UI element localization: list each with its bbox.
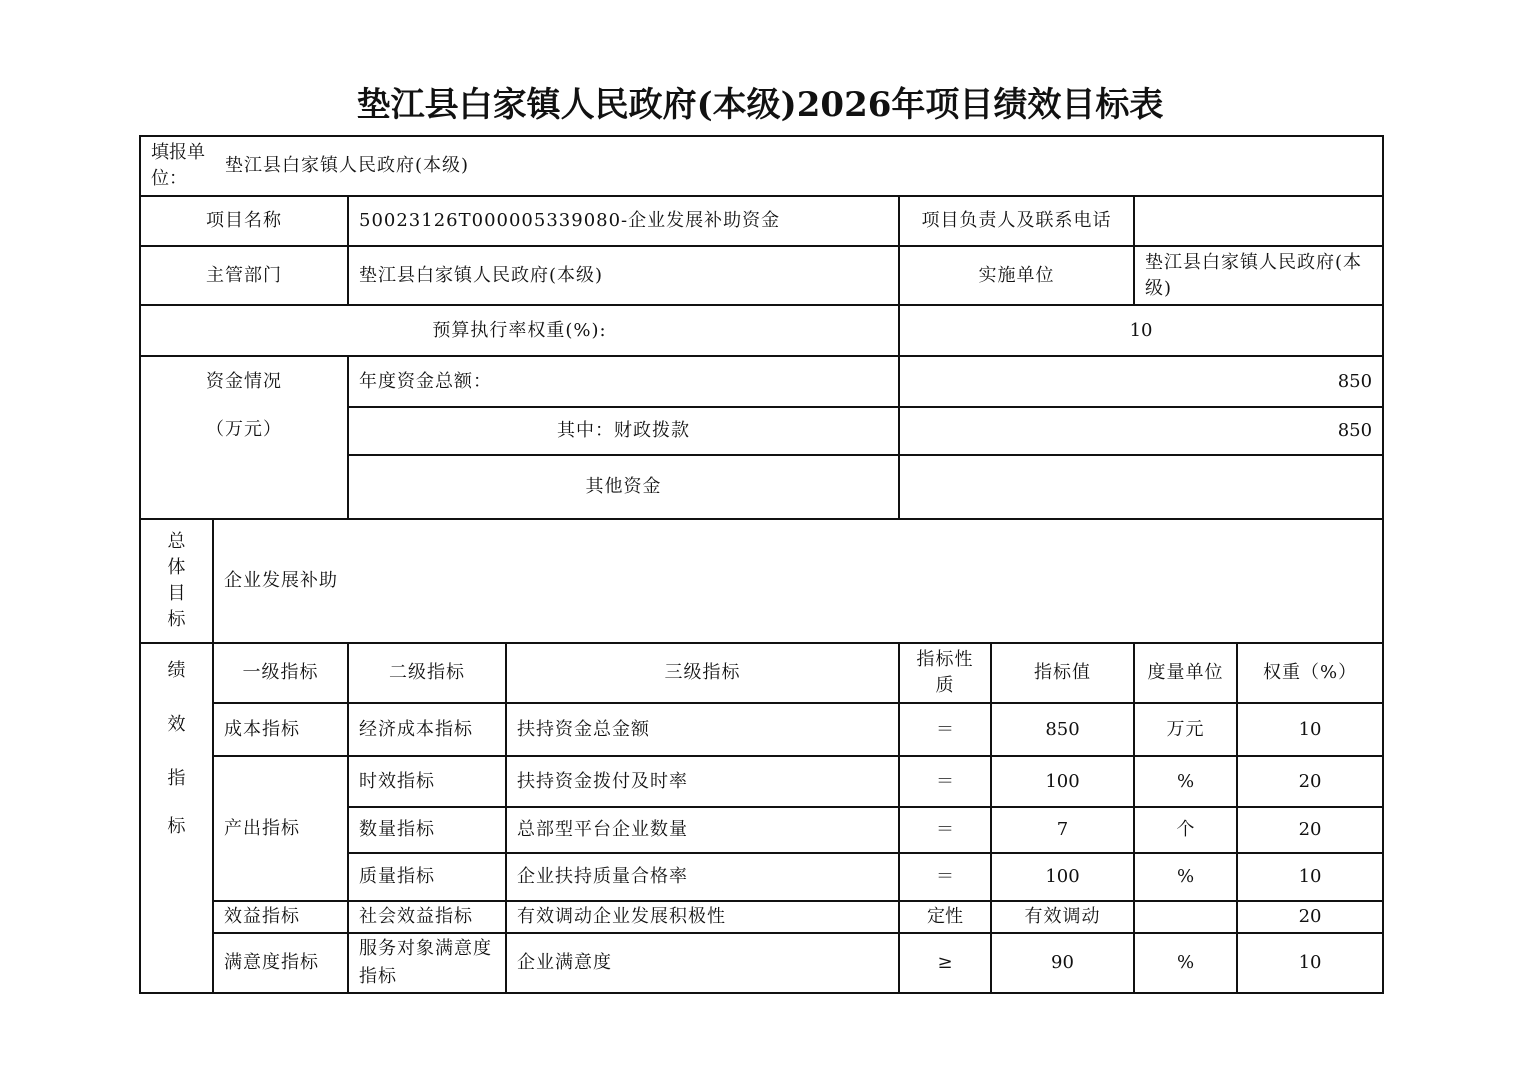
row-level3: 扶持资金总金额 (506, 703, 899, 756)
row-unit: % (1134, 853, 1237, 901)
header-unit: 度量单位 (1134, 643, 1237, 703)
row-value: 有效调动 (991, 901, 1134, 933)
project-name-row (140, 196, 1383, 246)
performance-indicator-char: 指 (167, 768, 186, 789)
row-weight: 10 (1237, 703, 1383, 756)
dept-value: 垫江县白家镇人民政府(本级) (348, 246, 899, 305)
row-value: 90 (991, 933, 1134, 993)
fill-unit-row (140, 136, 1383, 196)
budget-rate-row (140, 305, 1383, 356)
overall-goal-label (140, 519, 213, 643)
row-weight: 10 (1237, 853, 1383, 901)
overall-goal-char: 标 (167, 609, 186, 630)
performance-indicator-char: 标 (167, 816, 186, 837)
overall-goal-value: 企业发展补助 (213, 519, 1383, 643)
row-level2: 数量指标 (348, 807, 506, 853)
row-value: 100 (991, 756, 1134, 807)
project-owner-value (1134, 196, 1383, 246)
table-row (140, 756, 1383, 807)
impl-value: 垫江县白家镇人民政府(本级) (1134, 246, 1383, 305)
table-row (140, 901, 1383, 933)
group-satisfaction: 满意度指标 (213, 933, 348, 993)
performance-indicator-label (140, 643, 213, 993)
funds-other-label: 其他资金 (348, 455, 899, 519)
row-level2: 经济成本指标 (348, 703, 506, 756)
table-row (140, 703, 1383, 756)
row-nature: ≥ (899, 933, 991, 993)
row-weight: 20 (1237, 807, 1383, 853)
row-level2: 服务对象满意度指标 (348, 933, 506, 993)
page-title: 垫江县白家镇人民政府(本级)2026年项目绩效目标表 (356, 85, 1164, 125)
project-name-value: 50023126T000005339080-企业发展补助资金 (348, 196, 899, 246)
row-nature: ＝ (899, 807, 991, 853)
row-weight: 20 (1237, 901, 1383, 933)
row-level3: 有效调动企业发展积极性 (506, 901, 899, 933)
funds-fiscal-label: 其中：财政拨款 (348, 407, 899, 455)
performance-indicator-char: 效 (167, 714, 186, 735)
row-unit: 个 (1134, 807, 1237, 853)
row-level2: 社会效益指标 (348, 901, 506, 933)
row-value: 7 (991, 807, 1134, 853)
row-level2: 时效指标 (348, 756, 506, 807)
fill-unit-label: 填报单位： (151, 142, 205, 189)
budget-rate-label: 预算执行率权重(%): (140, 305, 899, 356)
header-level2: 二级指标 (348, 643, 506, 703)
overall-goal-row (140, 519, 1383, 643)
header-value: 指标值 (991, 643, 1134, 703)
row-level3: 总部型平台企业数量 (506, 807, 899, 853)
project-owner-label: 项目负责人及联系电话 (899, 196, 1134, 246)
overall-goal-char: 体 (167, 557, 186, 578)
row-level3: 扶持资金拨付及时率 (506, 756, 899, 807)
funds-other-value (899, 455, 1383, 519)
header-level1: 一级指标 (213, 643, 348, 703)
row-unit: 万元 (1134, 703, 1237, 756)
dept-label: 主管部门 (140, 246, 348, 305)
header-nature: 指标性质 (899, 643, 991, 703)
fill-unit-value: 垫江县白家镇人民政府(本级) (225, 155, 470, 176)
overall-goal-char: 总 (167, 531, 186, 552)
row-weight: 10 (1237, 933, 1383, 993)
row-nature: ＝ (899, 703, 991, 756)
group-benefit: 效益指标 (213, 901, 348, 933)
funds-total-value: 850 (899, 356, 1383, 407)
performance-indicator-char: 绩 (167, 660, 186, 681)
impl-label: 实施单位 (899, 246, 1134, 305)
row-nature: ＝ (899, 853, 991, 901)
row-value: 100 (991, 853, 1134, 901)
row-value: 850 (991, 703, 1134, 756)
funds-label-line1: 资金情况 (206, 371, 282, 392)
funds-total-label: 年度资金总额： (348, 356, 899, 407)
group-output: 产出指标 (213, 756, 348, 901)
row-unit: % (1134, 933, 1237, 993)
row-nature: 定性 (899, 901, 991, 933)
fill-unit-cell (140, 136, 1383, 196)
row-level2: 质量指标 (348, 853, 506, 901)
group-cost: 成本指标 (213, 703, 348, 756)
overall-goal-char: 目 (167, 583, 186, 604)
row-nature: ＝ (899, 756, 991, 807)
header-level3: 三级指标 (506, 643, 899, 703)
funds-label-line2: （万元） (206, 419, 282, 440)
row-unit (1134, 901, 1237, 933)
row-weight: 20 (1237, 756, 1383, 807)
indicator-header-row (140, 643, 1383, 703)
row-level3: 企业扶持质量合格率 (506, 853, 899, 901)
funds-fiscal-value: 850 (899, 407, 1383, 455)
performance-target-table (139, 135, 1384, 994)
header-weight: 权重（%） (1237, 643, 1383, 703)
funds-label-cell (140, 356, 348, 519)
department-row (140, 246, 1383, 305)
project-name-label: 项目名称 (140, 196, 348, 246)
budget-rate-value: 10 (899, 305, 1383, 356)
funds-total-row (140, 356, 1383, 407)
table-row (140, 933, 1383, 993)
row-level3: 企业满意度 (506, 933, 899, 993)
row-unit: % (1134, 756, 1237, 807)
